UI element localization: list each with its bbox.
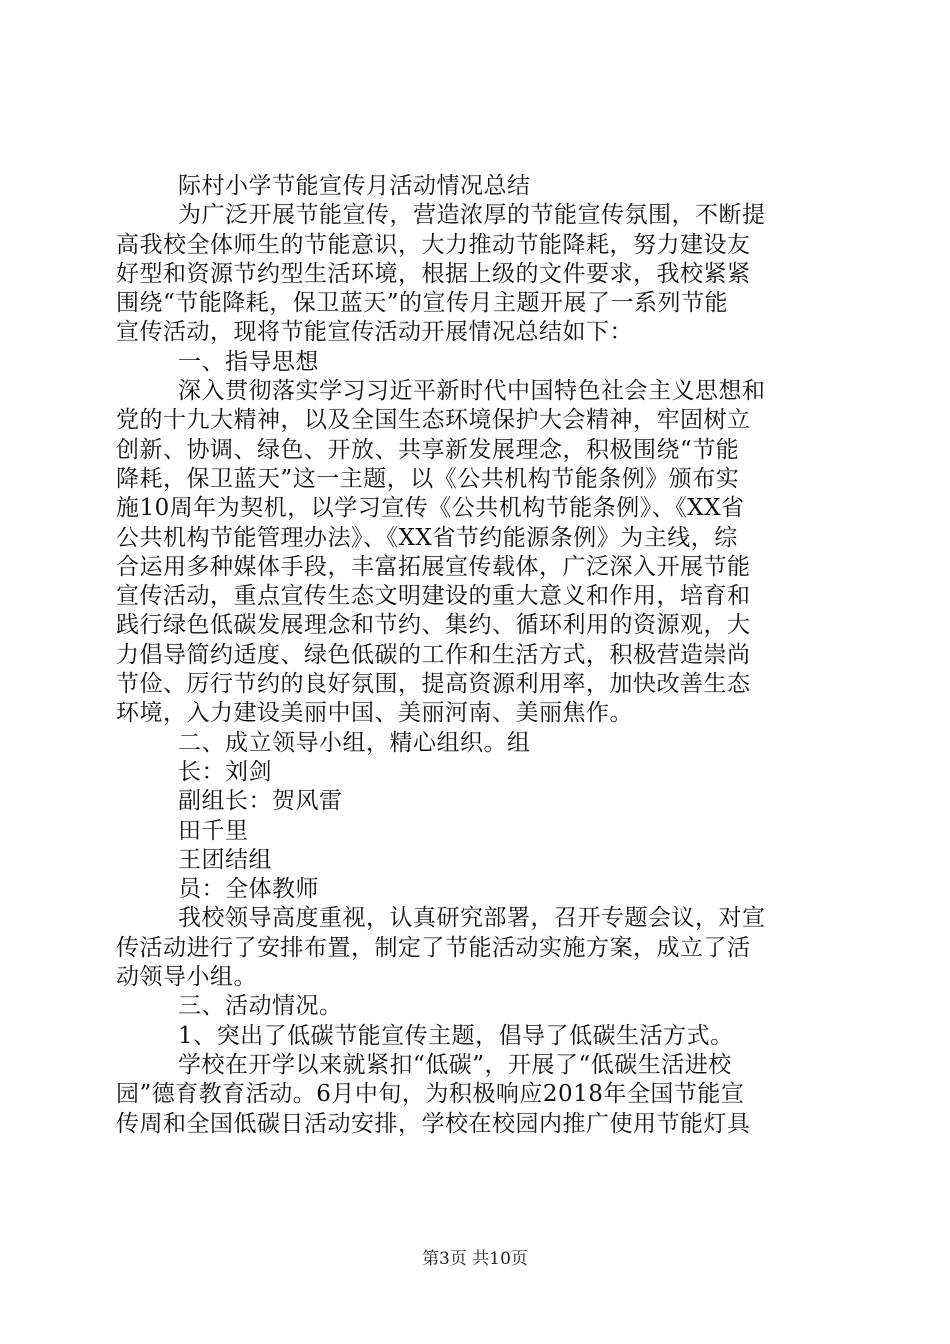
paragraph-line: 创新、协调、绿色、开放、共享新发展理念，积极围绕“节能: [116, 436, 740, 463]
section-heading: 一、指导思想: [178, 348, 319, 375]
member-line: 长：刘剑: [178, 758, 272, 785]
subsection-heading: 1、突出了低碳节能宣传主题，倡导了低碳生活方式。: [178, 1022, 734, 1049]
paragraph-line: 环境，入力建设美丽中国、美丽河南、美丽焦作。: [116, 700, 633, 727]
member-line: 副组长：贺风雷: [178, 788, 343, 815]
paragraph-line: 践行绿色低碳发展理念和节约、集约、循环利用的资源观，大: [116, 612, 751, 639]
paragraph-line: 力倡导简约适度、绿色低碳的工作和生活方式，积极营造崇尚: [116, 641, 751, 668]
page-number-footer: 第3页 共10页: [422, 1249, 528, 1269]
paragraph-line: 公共机构节能管理办法》、《XX省节约能源条例》为主线，综: [116, 524, 738, 551]
paragraph-line: 好型和资源节约型生活环境，根据上级的文件要求，我校紧紧: [116, 260, 751, 287]
section-heading: 二、成立领导小组，精心组织。组: [178, 729, 531, 756]
paragraph-line: 施10周年为契机，以学习宣传《公共机构节能条例》、《XX省: [116, 495, 745, 522]
section-heading: 三、活动情况。: [178, 993, 343, 1020]
member-line: 田千里: [178, 817, 249, 844]
document-title: 际村小学节能宣传月活动情况总结: [178, 173, 531, 199]
paragraph-line: 合运用多种媒体手段，丰富拓展宣传载体，广泛深入开展节能: [116, 553, 751, 580]
paragraph-line: 高我校全体师生的节能意识，大力推动节能降耗，努力建设友: [116, 231, 751, 258]
paragraph-line: 学校在开学以来就紧扣“低碳”，开展了“低碳生活进校: [178, 1051, 732, 1078]
document-body: [116, 172, 836, 1139]
paragraph-line: 为广泛开展节能宣传，营造浓厚的节能宣传氛围，不断提: [178, 202, 766, 229]
paragraph-line: 传周和全国低碳日活动安排，学校在校园内推广使用节能灯具: [116, 1110, 751, 1137]
paragraph-line: 党的十九大精神，以及全国生态环境保护大会精神，牢固树立: [116, 407, 751, 434]
paragraph-line: 动领导小组。: [116, 964, 257, 991]
paragraph-line: 宣传活动，现将节能宣传活动开展情况总结如下：: [116, 319, 633, 346]
paragraph-line: 园”德育教育活动。6月中旬，为积极响应2018年全国节能宣: [116, 1081, 745, 1108]
member-line: 员：全体教师: [178, 876, 319, 903]
paragraph-line: 宣传活动，重点宣传生态文明建设的重大意义和作用，培育和: [116, 583, 751, 610]
paragraph-line: 节俭、厉行节约的良好氛围，提高资源利用率，加快改善生态: [116, 671, 751, 698]
paragraph-line: 围绕“节能降耗，保卫蓝天”的宣传月主题开展了一系列节能: [116, 290, 729, 317]
paragraph-line: 我校领导高度重视，认真研究部署，召开专题会议，对宣: [178, 905, 766, 932]
member-line: 王团结组: [178, 846, 272, 873]
paragraph-line: 传活动进行了安排布置，制定了节能活动实施方案，成立了活: [116, 934, 751, 961]
paragraph-line: 降耗，保卫蓝天”这一主题，以《公共机构节能条例》颁布实: [116, 465, 740, 492]
paragraph-line: 深入贯彻落实学习习近平新时代中国特色社会主义思想和: [178, 378, 766, 405]
